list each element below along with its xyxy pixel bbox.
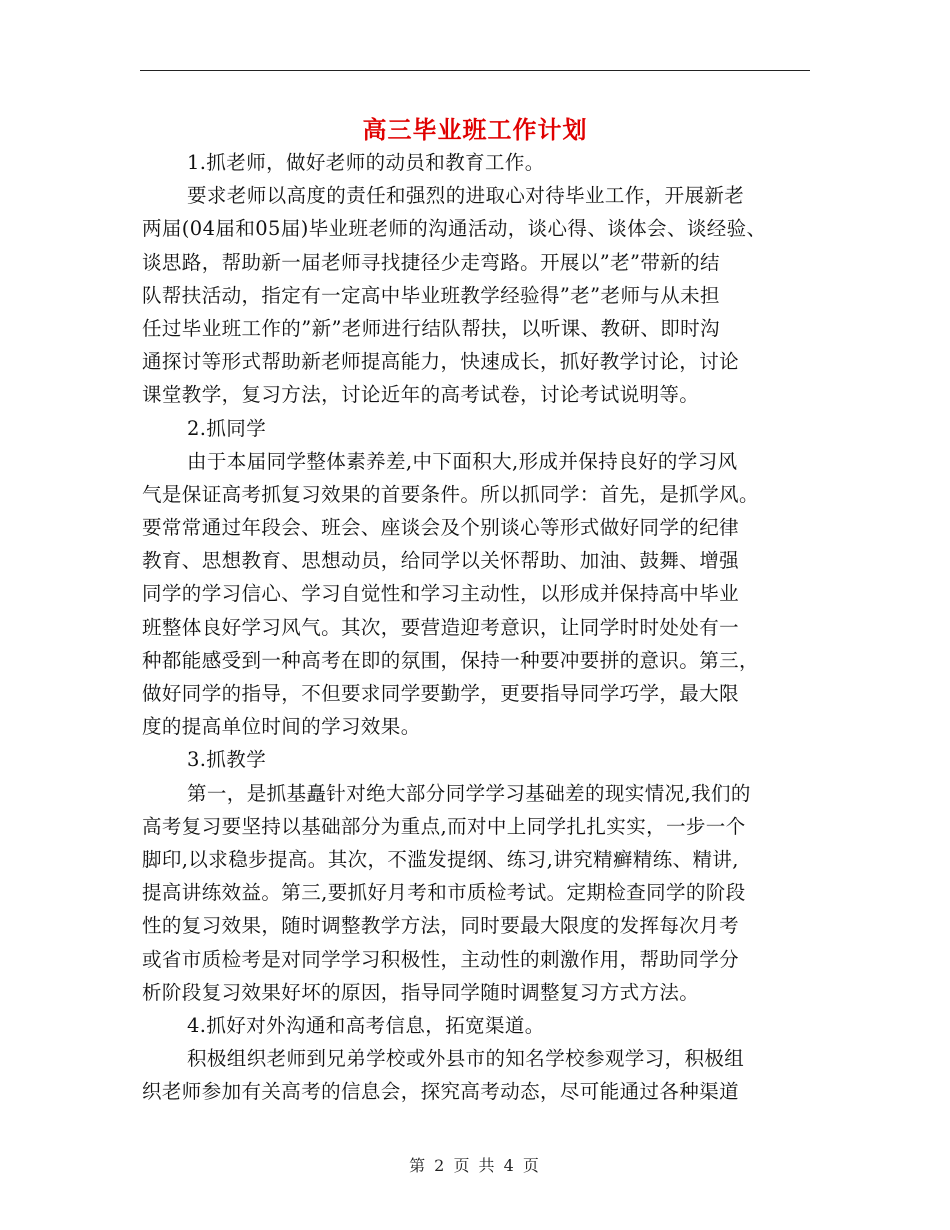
paragraph-line: 性的复习效果，随时调整教学方法，同时要最大限度的发挥每次月考 xyxy=(142,914,740,938)
paragraph-line: 任过毕业班工作的”新”老师进行结队帮扶，以听课、教研、即时沟 xyxy=(142,316,720,340)
paragraph-line: 织老师参加有关高考的信息会，探究高考动态，尽可能通过各种渠道 xyxy=(142,1080,740,1104)
paragraph-line: 析阶段复习效果好坏的原因，指导同学随时调整复习方式方法。 xyxy=(142,980,700,1004)
paragraph-line: 做好同学的指导，不但要求同学要勤学，更要指导同学巧学，最大限 xyxy=(142,682,740,705)
paragraph-line: 要常常通过年段会、班会、座谈会及个别谈心等形式做好同学的纪律 xyxy=(142,516,740,540)
paragraph-line: 通探讨等形式帮助新老师提高能力，快速成长，抓好教学讨论，讨论 xyxy=(142,350,740,374)
paragraph-line: 班整体良好学习风气。其次，要营造迎考意识，让同学时时处处有一 xyxy=(142,615,740,639)
paragraph-line: 队帮扶活动，指定有一定高中毕业班教学经验得”老”老师与从未担 xyxy=(142,283,720,307)
paragraph-line: 度的提高单位时间的学习效果。 xyxy=(142,715,421,739)
header-rule xyxy=(140,70,810,71)
paragraph-line: 脚印,以求稳步提高。其次，不滥发提纲、练习,讲究精癣精练、精讲, xyxy=(142,847,739,871)
paragraph-line: 课堂教学，复习方法，讨论近年的高考试卷，讨论考试说明等。 xyxy=(142,383,700,407)
paragraph-line: 或省市质检考是对同学学习积极性，主动性的刺激作用，帮助同学分 xyxy=(142,947,740,971)
document-body xyxy=(142,146,814,1108)
document-title: 高三毕业班工作计划 xyxy=(362,116,588,144)
paragraph-line: 种都能感受到一种高考在即的氛围，保持一种要冲要拼的意识。第三， xyxy=(142,648,759,672)
paragraph-line: 1.抓老师，做好老师的动员和教育工作。 xyxy=(187,151,545,174)
page-number: 第 2 页 共 4 页 xyxy=(409,1156,541,1175)
section-heading: 2.抓同学 xyxy=(187,416,267,440)
paragraph-line: 积极组织老师到兄弟学校或外县市的知名学校参观学习，积极组 xyxy=(187,1047,745,1071)
paragraph-line: 气是保证高考抓复习效果的首要条件。所以抓同学：首先，是抓学风。 xyxy=(142,482,759,506)
paragraph-line: 第一，是抓基矗针对绝大部分同学学习基础差的现实情况,我们的 xyxy=(187,781,751,805)
paragraph-line: 高考复习要坚持以基础部分为重点,而对中上同学扎扎实实，一步一个 xyxy=(142,814,746,838)
section-heading: 4.抓好对外沟通和高考信息，拓宽渠道。 xyxy=(187,1013,545,1037)
paragraph-line: 提高讲练效益。第三,要抓好月考和市质检考试。定期检查同学的阶段 xyxy=(142,881,746,905)
section-heading: 3.抓教学 xyxy=(187,748,267,772)
paragraph-line: 要求老师以高度的责任和强烈的进取心对待毕业工作，开展新老 xyxy=(187,184,745,208)
paragraph-line: 谈思路，帮助新一届老师寻找捷径少走弯路。开展以”老”带新的结 xyxy=(142,250,720,274)
paragraph-line: 由于本届同学整体素养差,中下面积大,形成并保持良好的学习风 xyxy=(187,449,738,473)
paragraph-line: 同学的学习信心、学习自觉性和学习主动性，以形成并保持高中毕业 xyxy=(142,582,740,606)
paragraph-line: 两届(04届和05届)毕业班老师的沟通活动，谈心得、谈体会、谈经验、 xyxy=(142,217,767,241)
paragraph-line: 教育、思想教育、思想动员，给同学以关怀帮助、加油、鼓舞、增强 xyxy=(142,549,740,573)
